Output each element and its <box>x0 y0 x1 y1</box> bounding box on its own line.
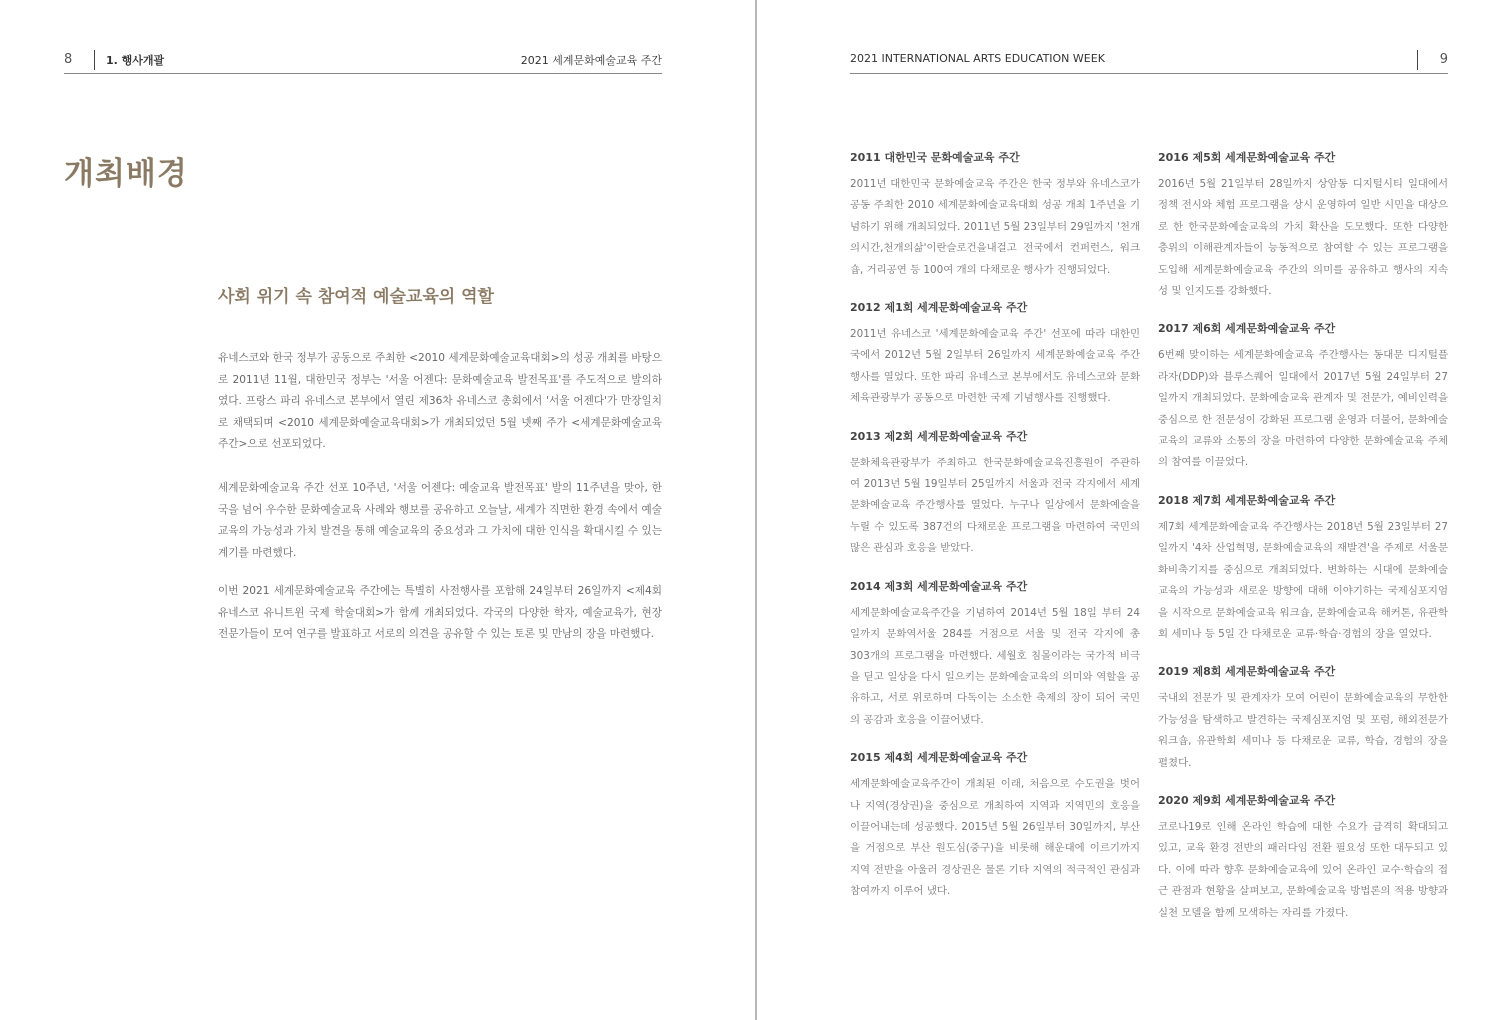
page-number: 8 <box>64 52 73 67</box>
timeline-entry <box>850 748 1140 902</box>
timeline-entry <box>1158 148 1448 302</box>
entry-body: 세계문화예술교육주간이 개최된 이래, 처음으로 수도권을 벗어나 지역(경상권)을 중심으로 개최하여 지역과 지역민의 호응을 이끌어내는데 성공했다. 2015년 5월 26일부터 30일까지, 부산을 거점으로 부산 원도심(중구)을 비롯해 해운대에 이르기까지 지역 전반을 아울러 경상권은 물론 기타 지역의 적극적인 관심과 참여까지 이루어 냈다. <box>850 778 1140 898</box>
entry-body: 세계문화예술교육주간을 기념하여 2014년 5월 18일 부터 24일까지 문화역서울 284를 거점으로 서울 및 전국 각지에 총 303개의 프로그램을 마련했다. 세월호 침몰이라는 국가적 비극을 딛고 일상을 다시 일으키는 문화예술교육의 의미와 역할을 공유하고, 서로 위로하며 다독이는 소소한 축제의 장이 되어 국민의 공감과 호응을 이끌어냈다. <box>850 606 1140 726</box>
timeline-entry <box>1158 491 1448 645</box>
entry-body: 제7회 세계문화예술교육 주간행사는 2018년 5월 23일부터 27일까지 '4차 산업혁명, 문화예술교육의 재발견'을 주제로 서울문화비축기지를 중심으로 개최되었다. 변화하는 시대에 문화예술교육의 가능성과 새로운 방향에 대해 이야기하는 국제심포지엄을 시작으로 문화예술교육 워크숍, 문화예술교육 해커톤, 유관학회 세미나 등 5일 간 다채로운 교류·학습·경험의 장을 열었다. <box>1158 520 1448 640</box>
entry-body: 2016년 5월 21일부터 28일까지 상암동 디지털시티 일대에서 정책 전시와 체험 프로그램을 상시 운영하여 일반 시민을 대상으로 한 한국문화예술교육의 가치 확산을 도모했다. 또한 다양한 층위의 이해관계자들이 능동적으로 참여할 수 있는 프로그램을 도입해 세계문화예술교육 주간의 의미를 공유하고 행사의 지속성 및 인지도를 강화했다. <box>1158 178 1448 298</box>
entry-body: 코로나19로 인해 온라인 학습에 대한 수요가 급격히 확대되고 있고, 교육 환경 전반의 패러다임 전환 필요성 또한 대두되고 있다. 이에 따라 향후 문화예술교육에 있어 온라인 교수·학습의 접근 관점과 현황을 살펴보고, 문화예술교육 방법론의 적용 방향과 실천 모델을 함께 모색하는 자리를 가졌다. <box>1158 820 1448 919</box>
entry-body: 문화체육관광부가 주최하고 한국문화예술교육진흥원이 주관하여 2013년 5월 19일부터 25일까지 서울과 전국 각지에서 세계문화예술교육 주간행사를 열었다. 누구나 일상에서 문화예술을 누릴 수 있도록 387건의 다채로운 프로그램을 마련하여 국민의 많은 관심과 호응을 받았다. <box>850 456 1140 555</box>
body-paragraph: 유네스코와 한국 정부가 공동으로 주최한 <2010 세계문화예술교육대회>의 성공 개최를 바탕으로 2011년 11월, 대한민국 정부는 '서울 어젠다: 문화예술교육 발전목표'를 주도적으로 발의하였다. 프랑스 파리 유네스코 본부에서 열린 제36차 유네스코 총회에서 '서울 어젠다'가 만장일치로 채택되며 <2010 세계문화예술교육대회>가 개최되었던 5월 넷째 주가 <세계문화예술교육 주간>으로 선포되었다. <box>218 352 662 450</box>
left-page-header <box>64 50 662 74</box>
page-title: 개최배경 <box>64 156 188 192</box>
entry-body: 6번째 맞이하는 세계문화예술교육 주간행사는 동대문 디지털플라자(DDP)와 블루스퀘어 일대에서 2017년 5월 24일부터 27일까지 개최되었다. 문화예술교육 관계자 및 전문가, 예비인력을 중심으로 한 전문성이 강화된 프로그램 운영과 더불어, 문화예술교육의 교류와 소통의 장을 마련하여 다양한 문화예술교육 주체의 참여를 이끌었다. <box>1158 349 1448 469</box>
page-number: 9 <box>1439 52 1448 67</box>
running-title: 2021 세계문화예술교육 주간 <box>520 54 662 67</box>
timeline-entry <box>1158 662 1448 774</box>
timeline-entry <box>850 577 1140 731</box>
section-label: 1. 행사개괄 <box>106 54 165 67</box>
timeline-entry <box>1158 319 1448 473</box>
timeline-entry <box>850 298 1140 410</box>
timeline-entry <box>850 427 1140 560</box>
entry-title: 2017 제6회 세계문화예술교육 주간 <box>1158 322 1336 336</box>
entry-title: 2013 제2회 세계문화예술교육 주간 <box>850 429 1028 443</box>
entry-title: 2018 제7회 세계문화예술교육 주간 <box>1158 493 1336 507</box>
running-title: 2021 INTERNATIONAL ARTS EDUCATION WEEK <box>850 52 1105 65</box>
header-divider <box>94 50 95 70</box>
page-subtitle: 사회 위기 속 참여적 예술교육의 역할 <box>218 287 494 307</box>
entry-title: 2012 제1회 세계문화예술교육 주간 <box>850 301 1028 315</box>
entry-body: 2011년 대한민국 문화예술교육 주간은 한국 정부와 유네스코가 공동 주최한 2010 세계문화예술교육대회 성공 개최 1주년을 기념하기 위해 개최되었다. 2011년 5월 23일부터 29일까지 '천개의시간,천개의삶'이란슬로건을내걸고 전국에서 컨퍼런스, 워크숍, 거리공연 등 100여 개의 다채로운 행사가 진행되었다. <box>850 178 1140 276</box>
entry-title: 2019 제8회 세계문화예술교육 주간 <box>1158 665 1336 679</box>
timeline-column-left <box>850 148 1140 920</box>
entry-body: 국내외 전문가 및 관계자가 모여 어린이 문화예술교육의 무한한 가능성을 탐색하고 발견하는 국제심포지엄 및 포럼, 해외전문가 워크숍, 유관학회 세미나 등 다채로운 교류, 학습, 경험의 장을 펼쳤다. <box>1158 692 1448 769</box>
body-paragraph: 이번 2021 세계문화예술교육 주간에는 특별히 사전행사를 포함해 24일부터 26일까지 <제4회 유네스코 유니트윈 국제 학술대회>가 함께 개최되었다. 각국의 다양한 학자, 예술교육가, 현장 전문가들이 모여 연구를 발표하고 서로의 의견을 공유할 수 있는 토론 및 만남의 장을 마련했다. <box>218 585 662 640</box>
timeline-entry <box>850 148 1140 281</box>
entry-title: 2016 제5회 세계문화예술교육 주간 <box>1158 151 1336 164</box>
entry-title: 2011 대한민국 문화예술교육 주간 <box>850 151 1020 164</box>
entry-body: 2011년 유네스코 '세계문화예술교육 주간' 선포에 따라 대한민국에서 2012년 5월 2일부터 26일까지 세계문화예술교육 주간 행사를 열었다. 또한 파리 유네스코 본부에서도 유네스코와 문화체육관광부가 공동으로 마련한 국제 기념행사를 진행했다. <box>850 328 1140 405</box>
timeline-column-right <box>1158 148 1448 941</box>
right-page <box>757 0 1512 1020</box>
right-page-header <box>850 50 1448 74</box>
entry-title: 2020 제9회 세계문화예술교육 주간 <box>1158 793 1336 807</box>
timeline-entry <box>1158 791 1448 924</box>
entry-title: 2015 제4회 세계문화예술교육 주간 <box>850 751 1028 765</box>
body-paragraph: 세계문화예술교육 주간 선포 10주년, '서울 어젠다: 예술교육 발전목표' 발의 11주년을 맞아, 한국을 넘어 우수한 문화예술교육 사례와 행보를 공유하고 오늘날, 세계가 직면한 환경 속에서 예술교육의 가능성과 가치 발견을 통해 예술교육의 중요성과 그 가치에 대한 인식을 확대시킬 수 있는 계기를 마련했다. <box>218 482 662 559</box>
header-divider <box>1417 50 1418 70</box>
entry-title: 2014 제3회 세계문화예술교육 주간 <box>850 579 1028 593</box>
